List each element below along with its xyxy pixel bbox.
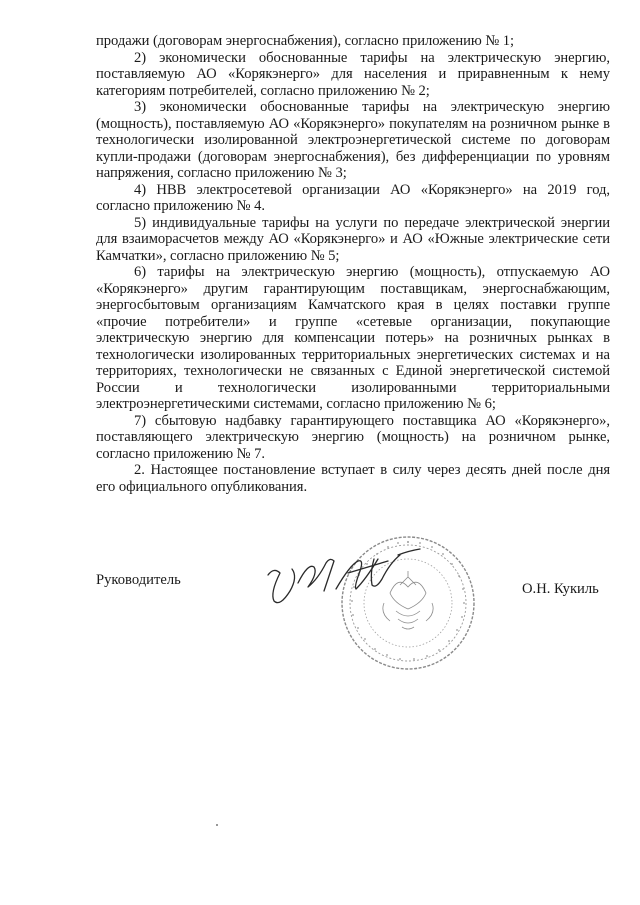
paragraph-effective-date: 2. Настоящее постановление вступает в силу через десять дней после дня его официального опубликования.	[96, 462, 610, 495]
paragraph-item-6: 6) тарифы на электрическую энергию (мощность), отпускаемую АО «Корякэнерго» другим гарантирующим поставщикам, энергоснабжающим, энергосбытовым организациям Камчатского края в целях поставки группе «прочие потребители» и группе «сетевые организации, покупающие электрическую энергию для компенсации потерь» на розничных рынках в технологически изолированных территориальных энергетических системах и на территориях, технологически не связанных с Единой энергетической системой России и технологически изолированными территориальными электроэнергетическими системами, согласно приложению № 6;	[96, 264, 610, 412]
body-text	[96, 33, 610, 495]
handwritten-signature	[248, 545, 448, 615]
paragraph-continuation: продажи (договорам энергоснабжения), согласно приложению № 1;	[96, 33, 515, 49]
paragraph-item-2: 2) экономически обоснованные тарифы на электрическую энергию, поставляемую АО «Корякэнерго» для населения и приравненным к нему категориям потребителей, согласно приложению № 2;	[96, 49, 610, 99]
paragraph-item-7: 7) сбытовую надбавку гарантирующего поставщика АО «Корякэнерго», поставляющего электрическую энергию (мощность) на розничном рынке, согласно приложению № 7.	[96, 412, 610, 462]
paragraph-item-5: 5) индивидуальные тарифы на услуги по передаче электрической энергии для взаиморасчетов между АО «Корякэнерго» и АО «Южные электрические сети Камчатки», согласно приложению № 5;	[96, 214, 610, 264]
signatory-name: О.Н. Кукиль	[522, 581, 599, 597]
paragraph-item-3: 3) экономически обоснованные тарифы на электрическую энергию (мощность), поставляемую АО «Корякэнерго» покупателям на розничном рынке в технологически изолированной электроэнергетической системе по договорам купли-продажи (договорам энергоснабжения), без дифференциации по уровням напряжения, согласно приложению № 3;	[96, 99, 610, 181]
signature-position-label: Руководитель	[96, 572, 181, 588]
paragraph-item-4: 4) НВВ электросетевой организации АО «Корякэнерго» на 2019 год, согласно приложению № 4.	[96, 181, 610, 214]
scan-speck	[216, 824, 218, 826]
